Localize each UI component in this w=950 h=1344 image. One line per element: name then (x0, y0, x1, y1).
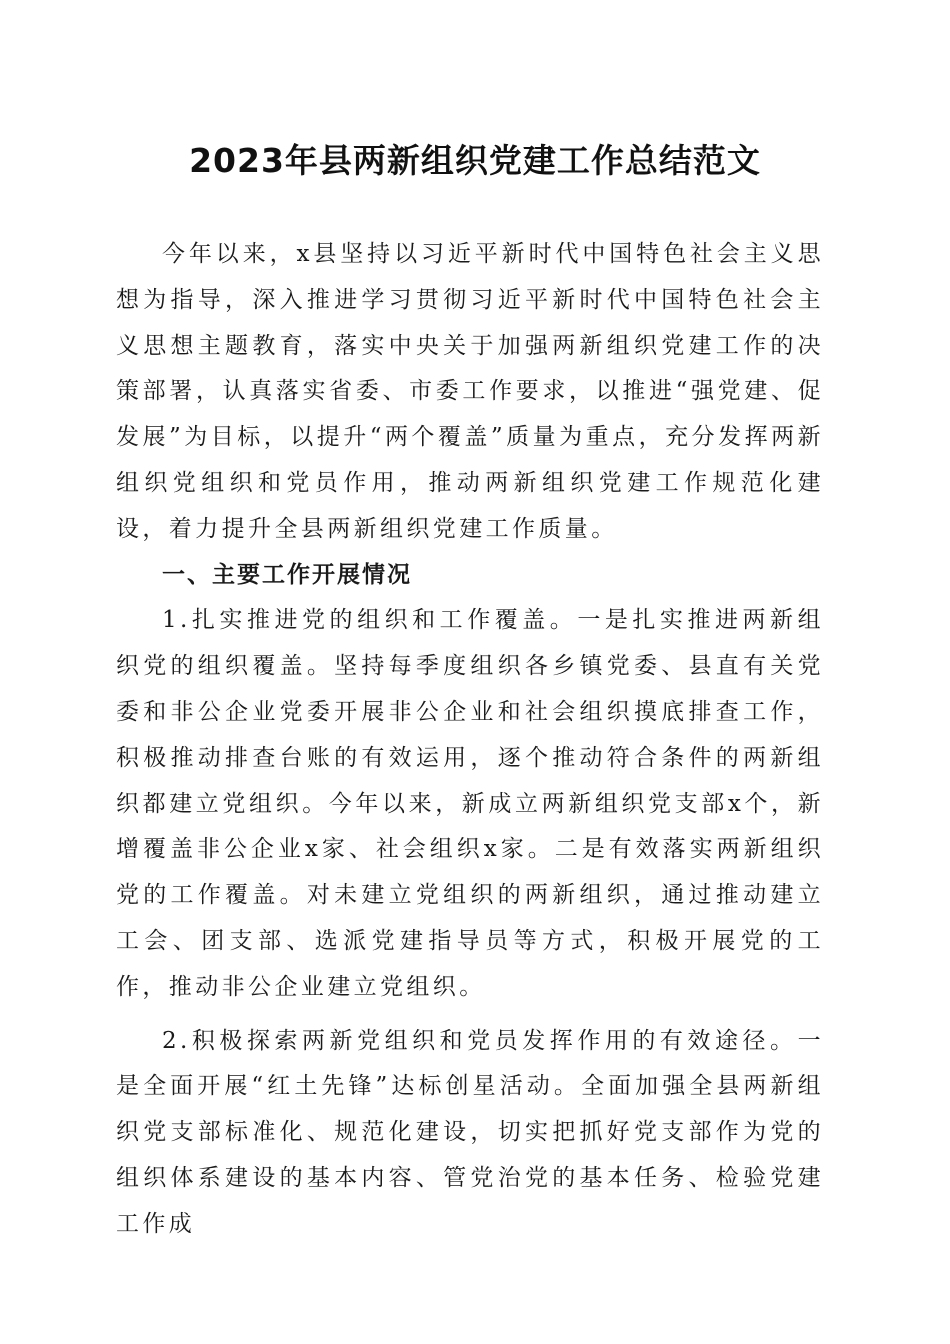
document-title: 2023年县两新组织党建工作总结范文 (189, 141, 761, 180)
section-heading: 一、主要工作开展情况 (162, 561, 412, 588)
item-2-paragraph: 2.积极探索两新党组织和党员发挥作用的有效途径。一是全面开展“红土先锋”达标创星活动。全面加强全县两新组织党支部标准化、规范化建设，切实把抓好党支部作为党的组织体系建设的基本内容、管党治党的基本任务、检验党建工作成 (116, 1027, 824, 1237)
paragraph-gap (116, 1011, 824, 1019)
intro-paragraph: 今年以来，x县坚持以习近平新时代中国特色社会主义思想为指导，深入推进学习贯彻习近平新时代中国特色社会主义思想主题教育，落实中央关于加强两新组织党建工作的决策部署，认真落实省委、市委工作要求，以推进“强党建、促发展”为目标，以提升“两个覆盖”质量为重点，充分发挥两新组织党组织和党员作用，推动两新组织党建工作规范化建设，着力提升全县两新组织党建工作质量。 (116, 241, 824, 542)
item-1-paragraph: 1.扎实推进党的组织和工作覆盖。一是扎实推进两新组织党的组织覆盖。坚持每季度组织各乡镇党委、县直有关党委和非公企业党委开展非公企业和社会组织摸底排查工作，积极推动排查台账的有效运用，逐个推动符合条件的两新组织都建立党组织。今年以来，新成立两新组织党支部x个，新增覆盖非公企业x家、社会组织x家。二是有效落实两新组织党的工作覆盖。对未建立党组织的两新组织，通过推动建立工会、团支部、选派党建指导员等方式，积极开展党的工作，推动非公企业建立党组织。 (116, 607, 824, 1000)
document-body (116, 232, 824, 1248)
